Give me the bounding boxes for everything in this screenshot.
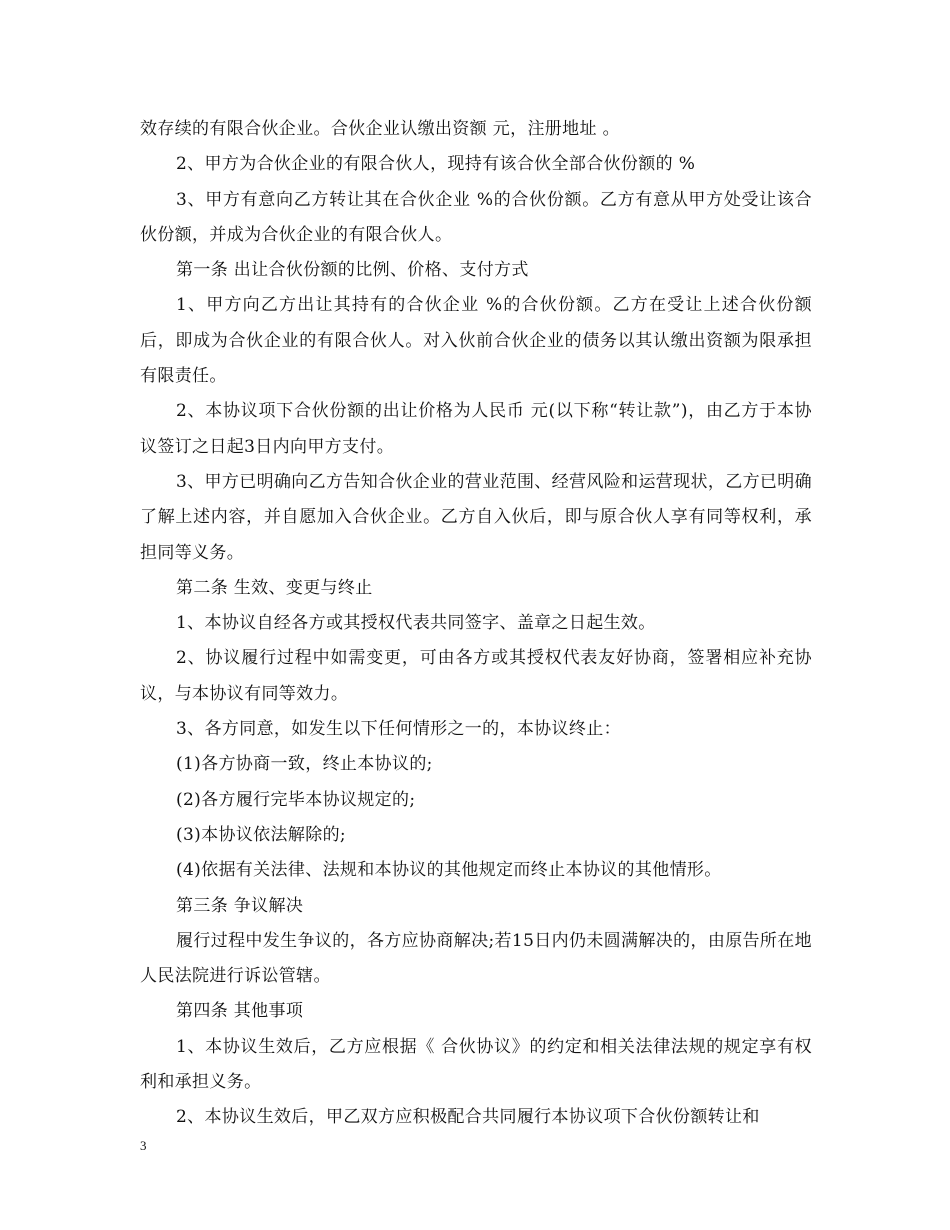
- document-body: [140, 112, 812, 1136]
- paragraph: 1、本协议自经各方或其授权代表共同签字、盖章之日起生效。: [176, 613, 656, 634]
- paragraph: 3、甲方已明确向乙方告知合伙企业的营业范围、经营风险和运营现状，乙方已明确了解上述内容，并自愿加入合伙企业。乙方自入伙后，即与原合伙人享有同等权利，承担同等义务。: [140, 471, 812, 563]
- list-item: (4)依据有关法律、法规和本协议的其他规定而终止本协议的其他情形。: [176, 860, 722, 881]
- paragraph: 1、本协议生效后，乙方应根据《 合伙协议》的约定和相关法律法规的规定享有权利和承担义务。: [140, 1036, 812, 1093]
- paragraph: 3、各方同意，如发生以下任何情形之一的，本协议终止：: [176, 719, 621, 740]
- paragraph: 3、甲方有意向乙方转让其在合伙企业 %的合伙份额。乙方有意从甲方处受让该合伙份额，并成为合伙企业的有限合伙人。: [140, 189, 812, 245]
- section-heading-article-2: 第二条 生效、变更与终止: [176, 577, 373, 598]
- paragraph-continuation: 效存续的有限合伙企业。合伙企业认缴出资额 元，注册地址 。: [140, 119, 620, 139]
- section-heading-article-1: 第一条 出让合伙份额的比例、价格、支付方式: [176, 260, 529, 281]
- paragraph: 履行过程中发生争议的，各方应协商解决;若15日内仍未圆满解决的，由原告所在地人民法院进行诉讼管辖。: [140, 930, 812, 987]
- list-item: (3)本协议依法解除的;: [176, 824, 347, 845]
- list-item: (2)各方履行完毕本协议规定的;: [176, 789, 416, 810]
- list-item: (1)各方协商一致，终止本协议的;: [176, 754, 433, 775]
- paragraph: 2、本协议项下合伙份额的出让价格为人民币 元(以下称“转让款”)，由乙方于本协议签订之日起3日内向甲方支付。: [140, 401, 812, 457]
- paragraph: 2、协议履行过程中如需变更，可由各方或其授权代表友好协商，签署相应补充协议，与本协议有同等效力。: [140, 648, 812, 704]
- paragraph: 2、本协议生效后，甲乙双方应积极配合共同履行本协议项下合伙份额转让和: [176, 1107, 760, 1128]
- page-number: 3: [140, 1138, 147, 1153]
- paragraph: 2、甲方为合伙企业的有限合伙人，现持有该合伙全部合伙份额的 %: [176, 154, 696, 175]
- section-heading-article-4: 第四条 其他事项: [176, 1001, 304, 1022]
- section-heading-article-3: 第三条 争议解决: [176, 895, 304, 916]
- paragraph: 1、甲方向乙方出让其持有的合伙企业 %的合伙份额。乙方在受让上述合伙份额后，即成为合伙企业的有限合伙人。对入伙前合伙企业的债务以其认缴出资额为限承担有限责任。: [140, 295, 812, 387]
